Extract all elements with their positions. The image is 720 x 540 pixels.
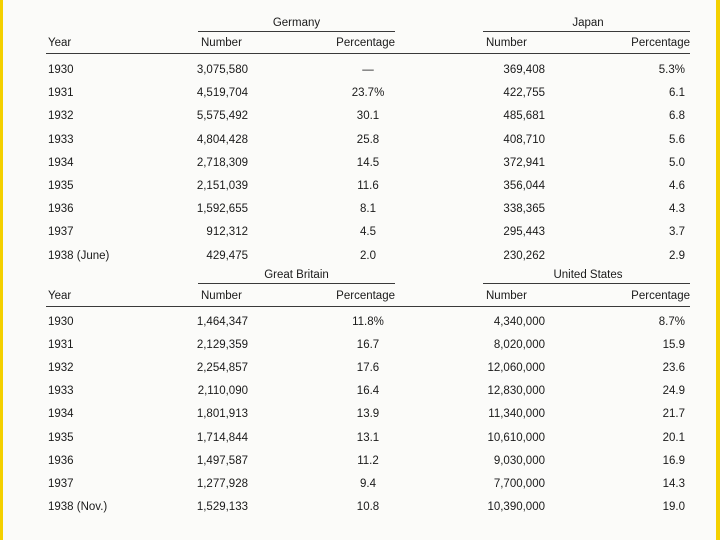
- row-number-left: 2,151,039: [196, 180, 248, 192]
- column-header-number-right: Number: [486, 37, 527, 49]
- row-number-right: 408,710: [503, 133, 545, 146]
- column-header-percentage-left: Percentage: [336, 290, 395, 302]
- row-number-left: 4,804,428: [196, 133, 248, 146]
- column-header-year: Year: [48, 290, 72, 302]
- row-number-right: 11,340,000: [488, 408, 545, 421]
- row-number-right: 9,030,000: [493, 454, 545, 467]
- row-number-left: 1,801,913: [196, 408, 248, 421]
- row-number-right: 230,262: [503, 249, 545, 262]
- row-percentage-left: 23.7%: [351, 87, 385, 100]
- column-header-percentage-left: Percentage: [336, 37, 395, 49]
- row-percentage-left: 13.9: [356, 408, 380, 421]
- header-rule-left: [198, 283, 395, 284]
- row-number-left: 2,254,857: [196, 362, 248, 375]
- row-percentage-left: 25.8: [356, 133, 380, 146]
- row-year: 1938 (June): [48, 249, 110, 262]
- row-year: 1933: [48, 385, 74, 398]
- row-percentage-right: 19.0: [662, 500, 685, 513]
- row-percentage-right: 5.3%: [658, 64, 685, 76]
- row-percentage-right: 2.9: [669, 249, 685, 262]
- column-header-number-left: Number: [201, 37, 242, 49]
- row-percentage-left: 13.1: [356, 431, 380, 444]
- row-year: 1934: [48, 408, 74, 421]
- row-number-left: 912,312: [206, 226, 248, 239]
- row-percentage-right: 16.9: [662, 454, 685, 467]
- row-year: 1938 (Nov.): [48, 500, 108, 513]
- row-number-right: 8,020,000: [493, 339, 545, 352]
- column-header-percentage-right: Percentage: [631, 290, 690, 302]
- country-title-left: Great Britain: [264, 269, 329, 281]
- row-number-left: 1,277,928: [196, 477, 248, 490]
- row-number-left: 1,714,844: [196, 431, 248, 444]
- row-number-left: 1,529,133: [196, 500, 248, 513]
- row-percentage-right: 6.1: [669, 87, 685, 100]
- column-header-year: Year: [48, 37, 72, 49]
- row-percentage-right: 24.9: [662, 385, 685, 398]
- row-percentage-right: 23.6: [662, 362, 685, 375]
- row-number-left: 2,110,090: [197, 385, 248, 398]
- row-year: 1934: [48, 156, 74, 169]
- row-percentage-left: 16.4: [356, 385, 380, 398]
- row-number-right: 485,681: [503, 110, 545, 123]
- row-number-right: 356,044: [503, 180, 545, 192]
- row-year: 1936: [48, 203, 74, 216]
- row-percentage-right: 8.7%: [658, 316, 685, 328]
- header-underline: [46, 306, 690, 307]
- row-year: 1932: [48, 110, 74, 123]
- row-percentage-left: 14.5: [356, 156, 380, 169]
- row-number-right: 4,340,000: [493, 316, 545, 328]
- row-number-right: 7,700,000: [493, 477, 545, 490]
- column-header-number-left: Number: [201, 290, 242, 302]
- row-number-right: 422,755: [503, 87, 545, 100]
- country-title-right: United States: [553, 269, 623, 281]
- row-number-left: 2,129,359: [196, 339, 248, 352]
- scanned-page: [3, 0, 716, 540]
- row-year: 1930: [48, 64, 74, 76]
- row-number-left: 1,464,347: [196, 316, 248, 328]
- row-year: 1931: [48, 87, 74, 100]
- row-number-right: 372,941: [503, 156, 545, 169]
- row-percentage-right: 4.6: [669, 180, 685, 192]
- row-number-left: 3,075,580: [196, 64, 248, 76]
- row-percentage-left: 11.8%: [352, 316, 384, 328]
- row-number-right: 338,365: [503, 203, 545, 216]
- header-rule-right: [483, 31, 690, 32]
- country-title-right: Japan: [572, 17, 604, 29]
- row-number-right: 10,610,000: [487, 431, 545, 444]
- row-year: 1932: [48, 362, 74, 375]
- row-percentage-right: 4.3: [669, 203, 685, 216]
- country-title-left: Germany: [272, 17, 321, 29]
- row-number-right: 10,390,000: [487, 500, 545, 513]
- row-number-left: 429,475: [206, 249, 248, 262]
- row-percentage-right: 5.0: [669, 156, 685, 169]
- row-percentage-left: 11.2: [357, 454, 379, 467]
- row-percentage-left: —: [362, 64, 374, 76]
- row-number-right: 12,830,000: [487, 385, 545, 398]
- row-year: 1935: [48, 431, 74, 444]
- row-year: 1937: [48, 477, 74, 490]
- row-year: 1930: [48, 316, 74, 328]
- row-percentage-right: 21.7: [662, 408, 685, 421]
- header-rule-right: [483, 283, 690, 284]
- row-number-right: 295,443: [503, 226, 545, 239]
- row-percentage-left: 17.6: [356, 362, 380, 375]
- row-percentage-left: 30.1: [356, 110, 380, 123]
- row-year: 1931: [48, 339, 74, 352]
- row-percentage-right: 20.1: [662, 431, 685, 444]
- row-year: 1935: [48, 180, 74, 192]
- row-number-right: 12,060,000: [487, 362, 545, 375]
- row-percentage-left: 8.1: [360, 203, 376, 216]
- header-rule-left: [198, 31, 395, 32]
- row-year: 1936: [48, 454, 74, 467]
- row-percentage-right: 6.8: [669, 110, 685, 123]
- row-percentage-left: 9.4: [360, 477, 376, 490]
- row-number-left: 4,519,704: [196, 87, 248, 100]
- row-percentage-left: 16.7: [356, 339, 380, 352]
- row-percentage-left: 11.6: [357, 180, 379, 192]
- row-percentage-right: 14.3: [662, 477, 685, 490]
- row-number-left: 1,497,587: [196, 454, 248, 467]
- row-percentage-right: 15.9: [662, 339, 685, 352]
- row-year: 1933: [48, 133, 74, 146]
- row-percentage-left: 2.0: [360, 249, 376, 262]
- row-percentage-right: 3.7: [669, 226, 685, 239]
- row-number-left: 1,592,655: [196, 203, 248, 216]
- row-percentage-right: 5.6: [669, 133, 685, 146]
- column-header-number-right: Number: [486, 290, 527, 302]
- row-percentage-left: 10.8: [356, 500, 380, 513]
- column-header-percentage-right: Percentage: [631, 37, 690, 49]
- row-year: 1937: [48, 226, 74, 239]
- row-percentage-left: 4.5: [360, 226, 376, 239]
- row-number-left: 2,718,309: [196, 156, 248, 169]
- row-number-right: 369,408: [503, 64, 545, 76]
- row-number-left: 5,575,492: [196, 110, 248, 123]
- header-underline: [46, 53, 690, 54]
